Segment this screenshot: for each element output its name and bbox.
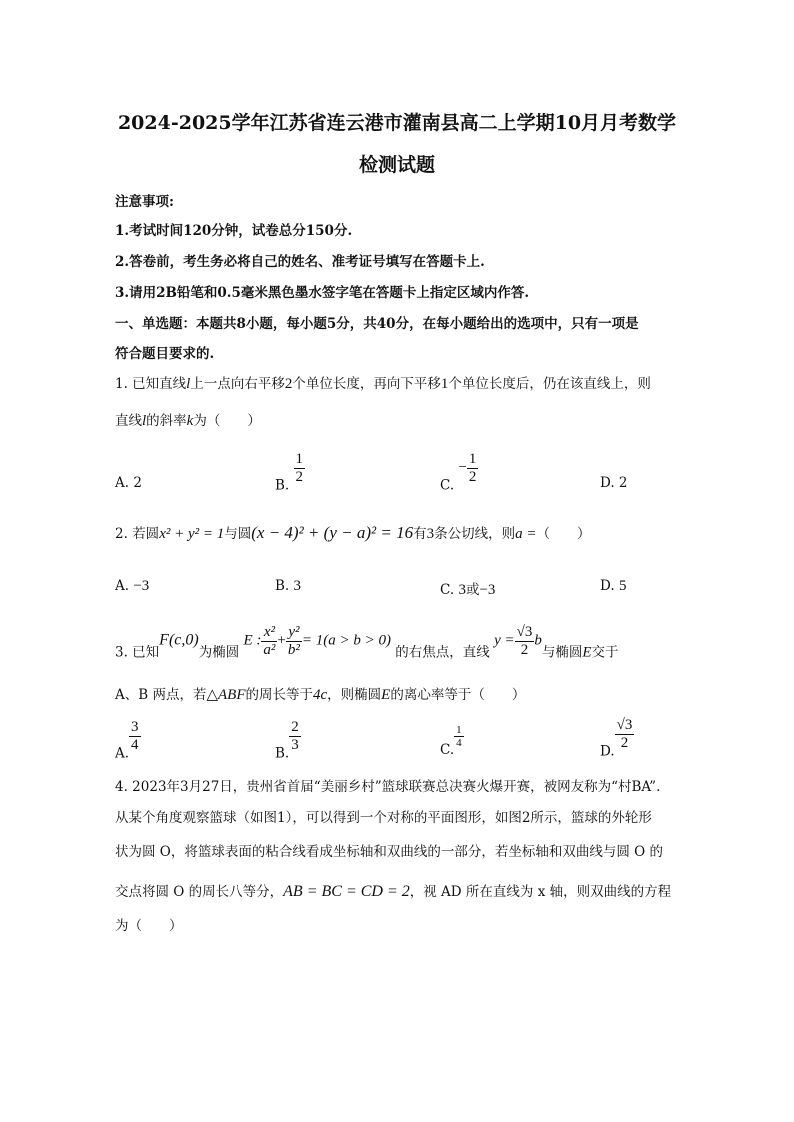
q2-number: 2. bbox=[115, 526, 128, 542]
q1-option-c-den: 2 bbox=[468, 468, 477, 485]
q3-plus: + bbox=[277, 632, 286, 649]
notice-item-2: 2.答卷前，考生务必将自己的姓名、准考证号填写在答题卡上. bbox=[115, 254, 485, 270]
notice-item-3: 3.请用2B铅笔和0.5毫米黑色墨水签字笔在答题卡上指定区域内作答. bbox=[115, 285, 530, 301]
q1-line2 bbox=[115, 409, 261, 430]
q1-option-c bbox=[440, 451, 478, 494]
q2-option-b-label: B. bbox=[275, 578, 290, 594]
q3-option-a-fraction bbox=[129, 719, 141, 753]
q2-option-a bbox=[115, 578, 149, 595]
q1-text-7: 为（ ） bbox=[193, 413, 261, 429]
q3-option-c-den: 4 bbox=[456, 737, 462, 750]
q2-option-a-label: A. bbox=[115, 578, 130, 594]
q3-option-a-den: 4 bbox=[131, 736, 139, 753]
q3-text-3: 的右焦点，直线 bbox=[395, 644, 490, 661]
q1-option-b bbox=[275, 451, 305, 494]
section1-line1: 一、单选题：本题共8小题，每小题5分，共40分，在每小题给出的选项中，只有一项是 bbox=[115, 316, 639, 332]
q2-option-b-value: 3 bbox=[293, 578, 302, 594]
q1-option-c-sign: − bbox=[458, 459, 467, 476]
q2-option-d bbox=[600, 578, 626, 595]
q3-focus: F(c,0) bbox=[159, 631, 199, 649]
q3-e: E bbox=[582, 644, 592, 661]
q2-option-d-label: D. bbox=[600, 578, 615, 594]
q1-option-b-num: 1 bbox=[295, 451, 304, 467]
q3-text-2: 为椭圆 bbox=[198, 644, 240, 661]
q3-option-a bbox=[115, 719, 141, 762]
q3-b: b bbox=[534, 632, 542, 649]
q2-three: 3 bbox=[426, 526, 435, 542]
q3-text-5: 交于 bbox=[591, 644, 619, 661]
q1-option-b-den: 2 bbox=[295, 468, 304, 485]
q3-text-8: ，则椭圆 bbox=[327, 687, 382, 703]
q1-option-b-label: B. bbox=[275, 477, 290, 494]
q3-option-d bbox=[600, 717, 634, 760]
q1-text-5: 直线 bbox=[115, 413, 142, 429]
q3-option-d-den: 2 bbox=[620, 734, 629, 751]
q3-y2: y² bbox=[286, 624, 302, 642]
q1-one: 1 bbox=[440, 376, 449, 392]
q2-equation-2: (x − 4)² + (y − a)² = 16 bbox=[251, 523, 414, 542]
q1-text-2: 上一点向右平移 bbox=[190, 376, 285, 392]
q3-4c: 4c bbox=[313, 687, 328, 703]
q3-line-fraction bbox=[515, 624, 535, 658]
q1-option-c-fraction bbox=[467, 451, 479, 485]
q1-l: l bbox=[186, 376, 191, 392]
q2-a-equals: a = bbox=[515, 526, 537, 542]
q3-text-9: 的离心率等于（ ） bbox=[390, 687, 526, 703]
q2-option-a-value: −3 bbox=[133, 578, 150, 594]
q2-option-c-value-2: −3 bbox=[479, 582, 496, 598]
q3-line2 bbox=[115, 683, 525, 704]
q1-option-b-fraction bbox=[294, 451, 306, 485]
q3-option-b bbox=[275, 719, 301, 762]
q3-option-b-label: B. bbox=[275, 745, 290, 762]
q3-option-c-num: 1 bbox=[456, 724, 462, 736]
q3-text-1: 3. 已知 bbox=[115, 644, 160, 661]
q2-text-5: （ ） bbox=[536, 526, 591, 542]
q3-option-b-den: 3 bbox=[291, 736, 299, 753]
q4-line4-text-a: 交点将圆 O 的周长八等分， bbox=[115, 884, 284, 900]
q2-option-d-value: 5 bbox=[618, 578, 627, 594]
q2-option-c bbox=[440, 578, 495, 599]
q3-option-a-label: A. bbox=[115, 745, 130, 762]
q3-option-c-fraction bbox=[454, 724, 464, 749]
q3-text-7: 的周长等于 bbox=[245, 687, 313, 703]
q1-option-c-num: 1 bbox=[468, 451, 477, 467]
q1-line1 bbox=[115, 372, 651, 393]
q3-text-6: A、B 两点，若 bbox=[115, 687, 207, 703]
q3-text-4: 与椭圆 bbox=[541, 644, 583, 661]
q3-den2: 2 bbox=[520, 641, 529, 658]
q4-line4 bbox=[115, 880, 671, 901]
q1-text-1: 1. 已知直线 bbox=[115, 376, 187, 392]
q4-line2: 从某个角度观察篮球（如图1），可以得到一个对称的平面图形，如图2所示，篮球的外轮形 bbox=[115, 810, 652, 826]
q3-ellipse-suffix: = 1(a > b > 0) bbox=[301, 632, 391, 649]
q2-text-1: 若圆 bbox=[132, 526, 160, 542]
exam-title-line2: 检测试题 bbox=[358, 154, 435, 176]
q3-triangle: △ABF bbox=[206, 687, 246, 703]
q2-option-c-value-1: 3 bbox=[458, 582, 466, 598]
q1-text-6: 的斜率 bbox=[146, 413, 187, 429]
q3-option-b-num: 2 bbox=[291, 719, 299, 735]
q4-line3: 状为圆 O，将篮球表面的粘合线看成坐标轴和双曲线的一部分，若坐标轴和双曲线与圆 O 的 bbox=[115, 844, 664, 860]
notice-heading: 注意事项: bbox=[115, 194, 174, 210]
q4-line1: 4. 2023年3月27日，贵州省首届“美丽乡村”篮球联赛总决赛火爆开赛，被网友称为“村BA”. bbox=[115, 779, 661, 795]
q3-option-d-fraction bbox=[615, 717, 635, 751]
q1-text-4: 个单位长度后，仍在该直线上，则 bbox=[448, 376, 651, 392]
q3-b2: b² bbox=[287, 641, 300, 658]
q1-option-c-label: C. bbox=[440, 477, 455, 494]
q3-option-c bbox=[440, 724, 464, 758]
q1-two: 2 bbox=[284, 376, 293, 392]
q3-fraction-y bbox=[286, 624, 302, 658]
q3-ellipse-prefix: E : bbox=[243, 632, 262, 649]
q3-a2: a² bbox=[263, 641, 276, 658]
q3-line-y-equals: y = bbox=[494, 632, 515, 649]
q2-line1 bbox=[115, 522, 590, 543]
q1-text-3: 个单位长度，再向下平移 bbox=[292, 376, 441, 392]
q2-text-2: 与圆 bbox=[224, 526, 252, 542]
notice-item-1: 1.考试时间120分钟，试卷总分150分. bbox=[115, 223, 353, 239]
q2-text-3: 有 bbox=[413, 526, 427, 542]
q1-option-d: D. 2 bbox=[600, 475, 628, 491]
q3-fraction-x bbox=[261, 624, 277, 658]
q2-option-b bbox=[275, 578, 301, 595]
q3-sqrt3: √3 bbox=[516, 624, 533, 640]
q3-option-c-label: C. bbox=[440, 742, 455, 759]
q3-x2: x² bbox=[261, 624, 277, 642]
q4-line5: 为（ ） bbox=[115, 918, 183, 934]
q3-option-a-num: 3 bbox=[131, 719, 139, 735]
q3-option-d-label: D. bbox=[600, 743, 615, 760]
section1-line2: 符合题目要求的. bbox=[115, 346, 215, 362]
q2-text-4: 条公切线，则 bbox=[434, 526, 516, 542]
q3-option-b-fraction bbox=[289, 719, 301, 753]
q4-line4-equation: AB = BC = CD = 2 bbox=[283, 883, 410, 900]
q3-line1 bbox=[115, 624, 619, 662]
q2-equation-1: x² + y² = 1 bbox=[159, 526, 225, 542]
q3-option-d-num: √3 bbox=[616, 717, 633, 733]
q1-l-2: l bbox=[142, 413, 147, 429]
q1-k: k bbox=[186, 413, 194, 429]
q4-line4-text-b: ，视 AD 所在直线为 x 轴，则双曲线的方程 bbox=[409, 884, 672, 900]
q2-option-c-label: C. bbox=[440, 582, 455, 598]
q2-option-c-or: 或 bbox=[465, 582, 480, 598]
q1-option-a: A. 2 bbox=[115, 475, 142, 491]
q3-e-2: E bbox=[381, 687, 391, 703]
exam-title-line1: 2024-2025学年江苏省连云港市灌南县高二上学期10月月考数学 bbox=[117, 112, 677, 134]
